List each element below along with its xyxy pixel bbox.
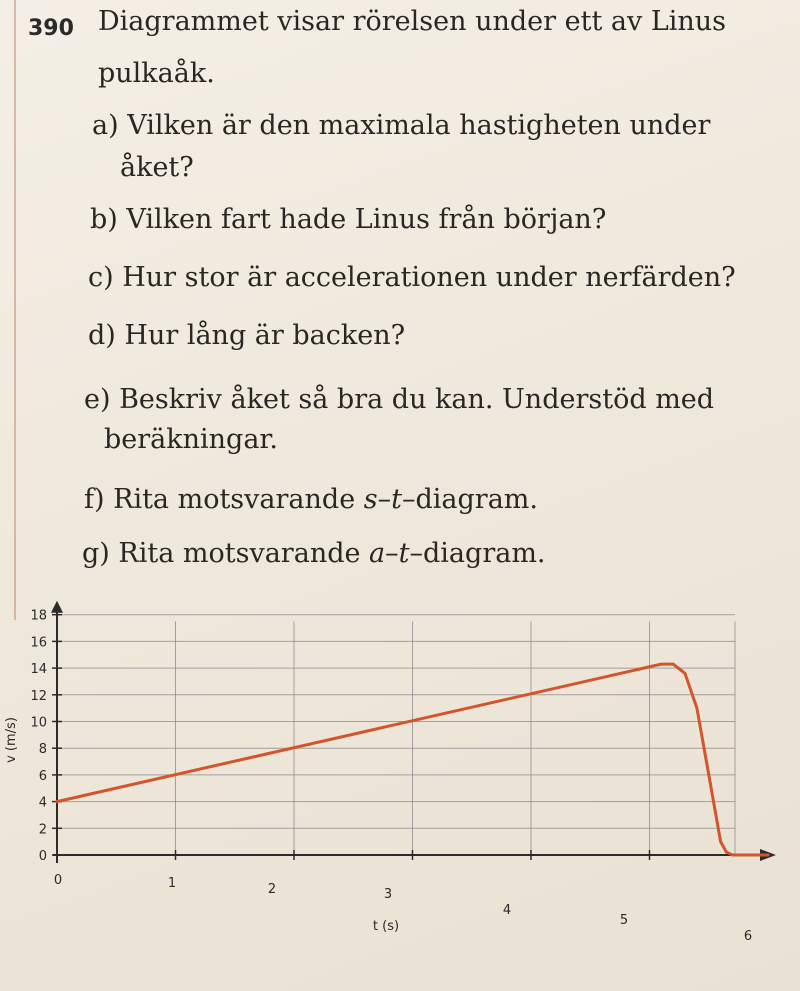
question-c: c) Hur stor är accelerationen under nerfärden? [88, 262, 736, 293]
question-d: d) Hur lång är backen? [88, 320, 406, 351]
axes [51, 601, 776, 863]
x-tick-label: 0 [53, 873, 63, 888]
question-g-var-t: t [398, 538, 410, 569]
y-tick-labels [30, 609, 47, 864]
y-tick-label: 18 [30, 608, 47, 624]
question-a-line2: åket? [120, 152, 194, 183]
y-tick-label: 16 [30, 635, 47, 651]
grid-lines [57, 615, 735, 855]
problem-number: 390 [28, 16, 74, 41]
question-g-prefix: g) Rita motsvarande [82, 538, 370, 569]
x-tick-label: 6 [743, 929, 753, 944]
question-g-var-a: a [369, 538, 386, 569]
question-e-line2: beräkningar. [104, 424, 278, 455]
y-axis-arrow-icon [51, 601, 63, 613]
question-g [82, 538, 546, 570]
y-axis-title: v (m/s) [4, 717, 19, 763]
x-axis-title: t (s) [372, 919, 400, 934]
question-f-dash: – [377, 484, 392, 515]
problem-intro-line1: Diagrammet visar rörelsen under ett av Linus [98, 6, 727, 37]
x-tick-label: 4 [502, 903, 512, 918]
question-g-dash: – [385, 538, 399, 569]
y-tick-label: 4 [38, 795, 47, 811]
question-e-line1: e) Beskriv åket så bra du kan. Understöd med [84, 384, 715, 415]
y-tick-label: 0 [38, 849, 47, 864]
velocity-time-graph [0, 590, 800, 991]
x-tick-label: 5 [619, 913, 629, 928]
y-tick-label: 10 [30, 715, 47, 731]
question-a-line1: a) Vilken är den maximala hastigheten under [92, 110, 711, 141]
x-tick-labels [54, 873, 752, 944]
y-tick-label: 8 [38, 742, 47, 758]
page-edge-line [14, 0, 16, 620]
question-f-suffix: –diagram. [401, 484, 538, 515]
question-g-suffix: –diagram. [409, 538, 546, 569]
x-tick-label: 3 [383, 887, 393, 902]
y-tick-label: 12 [30, 688, 47, 704]
x-tick-label: 1 [167, 876, 177, 891]
y-tick-label: 2 [38, 822, 47, 838]
problem-intro-line2: pulkaåk. [98, 58, 215, 89]
question-f-prefix: f) Rita motsvarande [84, 484, 364, 515]
question-f-var-t: t [391, 484, 402, 515]
question-b: b) Vilken fart hade Linus från början? [90, 204, 607, 235]
y-tick-label: 6 [38, 768, 47, 784]
y-tick-label: 14 [30, 662, 47, 678]
question-f-var-s: s [363, 484, 378, 515]
x-tick-label: 2 [267, 882, 277, 897]
question-f [84, 484, 538, 516]
